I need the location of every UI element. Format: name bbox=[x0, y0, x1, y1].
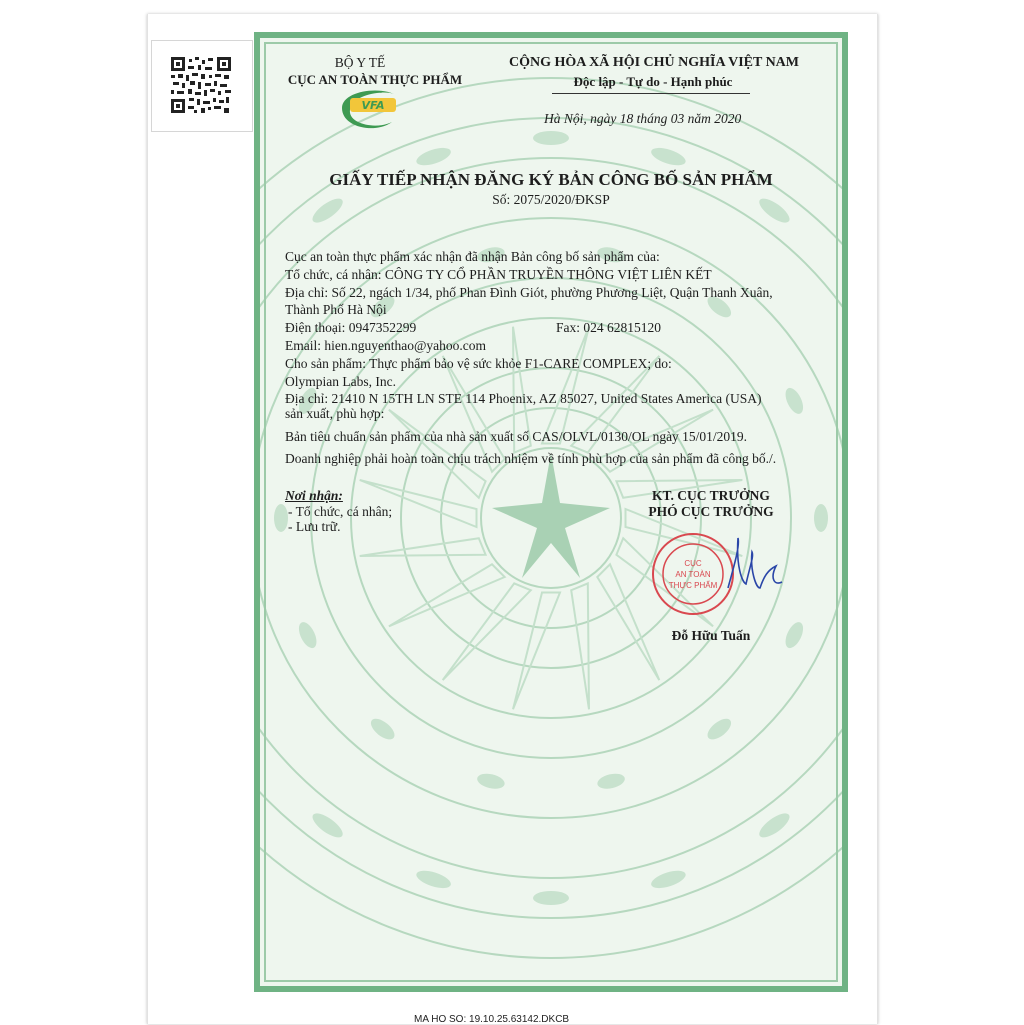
body-line-manufacturer: Olympian Labs, Inc. bbox=[285, 374, 396, 389]
body-line-email: Email: hien.nguyenthao@yahoo.com bbox=[285, 338, 487, 353]
svg-text:THỰC PHẨM: THỰC PHẨM bbox=[668, 581, 718, 590]
body-line-phone: Điện thoại: 0947352299 bbox=[285, 320, 417, 335]
body-line-city: Thành Phố Hà Nội bbox=[285, 302, 387, 317]
svg-text:CỤC: CỤC bbox=[684, 559, 702, 568]
official-stamp bbox=[650, 526, 800, 626]
body-line-address: Địa chỉ: Số 22, ngách 1/34, phố Phan Đình Giót, phường Phương Liệt, Quận Thanh Xuân, bbox=[285, 285, 773, 300]
document-title: GIẤY TIẾP NHẬN ĐĂNG KÝ BẢN CÔNG BỐ SẢN PHẨM bbox=[329, 170, 773, 189]
qr-code bbox=[151, 40, 253, 132]
body-line-standard: Bản tiêu chuẩn sản phẩm của nhà sản xuất số CAS/OLVL/0130/OL ngày 15/01/2019. bbox=[285, 429, 748, 444]
recipient-item: - Lưu trữ. bbox=[288, 519, 341, 534]
department-name: CỤC AN TOÀN THỰC PHẨM bbox=[287, 72, 463, 87]
ministry-name: BỘ Y TẾ bbox=[334, 55, 386, 70]
body-line-fax: Fax: 024 62815120 bbox=[556, 320, 662, 335]
svg-text:VFA: VFA bbox=[361, 99, 385, 112]
place-date: Hà Nội, ngày 18 tháng 03 năm 2020 bbox=[544, 111, 742, 126]
qr-code-icon bbox=[171, 57, 231, 113]
signature-ink bbox=[728, 538, 782, 588]
signature-title-2: PHÓ CỤC TRƯỞNG bbox=[648, 504, 774, 519]
vfa-logo-icon bbox=[336, 84, 412, 132]
body-line-responsibility: Doanh nghiệp phải hoàn toàn chịu trách nhiệm về tính phù hợp của sản phẩm đã công bố./. bbox=[285, 451, 777, 466]
recipients-heading: Nơi nhận: bbox=[285, 488, 343, 503]
signer-name: Đỗ Hữu Tuấn bbox=[671, 628, 751, 643]
motto-underline bbox=[552, 93, 750, 94]
signature-title-1: KT. CỤC TRƯỞNG bbox=[652, 488, 770, 503]
body-line-product: Cho sản phẩm: Thực phẩm bảo vệ sức khỏe F1-CARE COMPLEX; do: bbox=[285, 356, 672, 371]
body-line-1: Cục an toàn thực phẩm xác nhận đã nhận Bản công bố sản phẩm của: bbox=[285, 249, 660, 264]
body-line-manufacturer-address: Địa chỉ: 21410 N 15TH LN STE 114 Phoenix, AZ 85027, United States America (USA) bbox=[285, 391, 762, 406]
motto: Độc lập - Tự do - Hạnh phúc bbox=[573, 74, 733, 89]
body-line-organization: Tổ chức, cá nhân: CÔNG TY CỔ PHẦN TRUYỀN THÔNG VIỆT LIÊN KẾT bbox=[285, 267, 712, 282]
country-name: CỘNG HÒA XÃ HỘI CHỦ NGHĨA VIỆT NAM bbox=[508, 55, 799, 70]
recipient-item: - Tổ chức, cá nhân; bbox=[288, 504, 393, 519]
svg-text:AN TOÀN: AN TOÀN bbox=[675, 570, 711, 579]
body-line-conformity: sản xuất, phù hợp: bbox=[285, 406, 385, 421]
file-code: MA HO SO: 19.10.25.63142.DKCB bbox=[414, 1014, 570, 1025]
document-number: Số: 2075/2020/ĐKSP bbox=[492, 192, 610, 207]
